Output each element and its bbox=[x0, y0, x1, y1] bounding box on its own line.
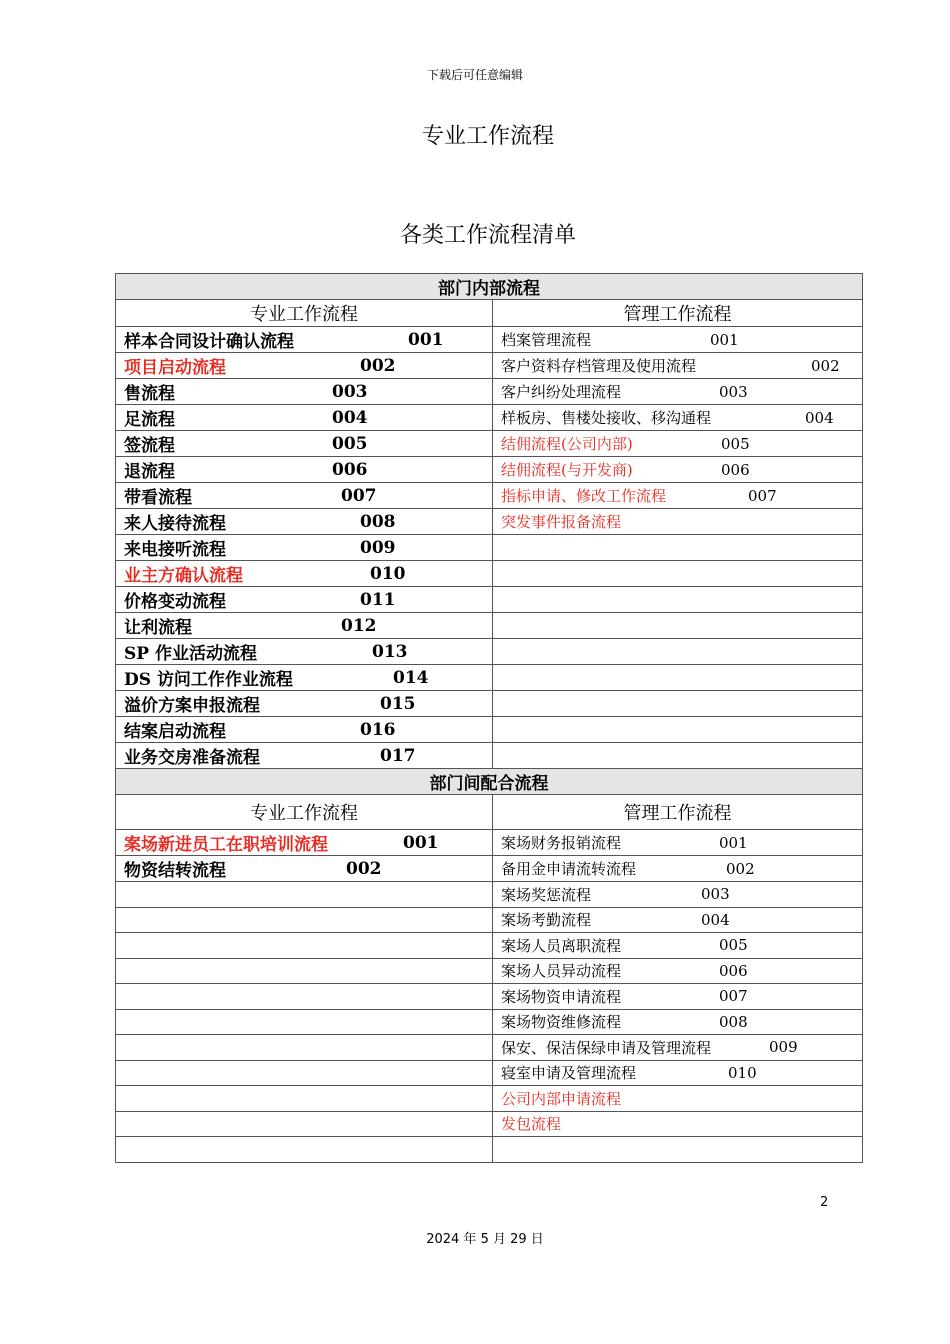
section-header-internal bbox=[116, 274, 863, 300]
flow-number: 012 bbox=[341, 615, 377, 636]
management-flow-cell bbox=[493, 907, 863, 933]
professional-flow-cell bbox=[116, 984, 493, 1010]
professional-flow-cell bbox=[116, 613, 493, 639]
flow-number: 007 bbox=[341, 485, 377, 506]
table-row bbox=[116, 1137, 863, 1163]
flow-name: 来人接待流程 bbox=[124, 514, 226, 534]
table-row bbox=[116, 1060, 863, 1086]
flow-name: 案场物资申请流程 bbox=[501, 987, 622, 1006]
table-row bbox=[116, 1009, 863, 1035]
professional-flow-cell bbox=[116, 561, 493, 587]
flow-name: 来电接听流程 bbox=[124, 540, 226, 560]
table-row bbox=[116, 431, 863, 457]
flow-name: 突发事件报备流程 bbox=[501, 513, 622, 531]
management-flow-cell bbox=[493, 587, 863, 613]
flow-number: 001 bbox=[408, 329, 444, 350]
table-row bbox=[116, 984, 863, 1010]
table-row bbox=[116, 665, 863, 691]
table-row bbox=[116, 327, 863, 353]
management-flow-cell bbox=[493, 509, 863, 535]
flow-number: 001 bbox=[719, 833, 748, 852]
flow-name: 案场奖惩流程 bbox=[501, 885, 592, 904]
flow-number: 011 bbox=[360, 589, 396, 610]
professional-flow-cell bbox=[116, 1086, 493, 1112]
flow-number: 001 bbox=[403, 832, 439, 853]
flow-name: 案场人员离职流程 bbox=[501, 936, 622, 955]
flow-name: 案场考勤流程 bbox=[501, 911, 592, 930]
flow-name: 足流程 bbox=[124, 410, 175, 430]
flow-number: 009 bbox=[769, 1038, 798, 1057]
flow-name: 业务交房准备流程 bbox=[124, 748, 260, 768]
management-flow-cell bbox=[493, 1137, 863, 1163]
flow-number: 008 bbox=[719, 1012, 748, 1031]
section-title: 部门间配合流程 bbox=[116, 769, 863, 795]
flow-number: 002 bbox=[360, 355, 396, 376]
professional-flow-cell bbox=[116, 1111, 493, 1137]
flow-name: 结佣流程(与开发商) bbox=[501, 461, 633, 479]
footer-date: 2024 年 5 月 29 日 bbox=[426, 1232, 544, 1247]
header-note: 下载后可任意编辑 bbox=[426, 68, 523, 82]
professional-flow-cell bbox=[116, 958, 493, 984]
professional-flow-cell bbox=[116, 907, 493, 933]
professional-flow-cell bbox=[116, 856, 493, 882]
table-row bbox=[116, 1035, 863, 1061]
professional-flow-cell bbox=[116, 457, 493, 483]
professional-flow-cell bbox=[116, 509, 493, 535]
table-row bbox=[116, 717, 863, 743]
professional-flow-cell bbox=[116, 743, 493, 769]
professional-flow-cell bbox=[116, 1137, 493, 1163]
flow-number: 016 bbox=[360, 719, 396, 740]
flow-number: 017 bbox=[380, 745, 416, 766]
flow-number: 002 bbox=[811, 356, 840, 375]
professional-flow-cell bbox=[116, 587, 493, 613]
flow-number: 003 bbox=[701, 885, 730, 904]
flow-number: 005 bbox=[719, 936, 748, 955]
management-flow-cell bbox=[493, 353, 863, 379]
flow-number: 007 bbox=[719, 987, 748, 1006]
management-flow-cell bbox=[493, 639, 863, 665]
flow-number: 010 bbox=[370, 563, 406, 584]
management-flow-cell bbox=[493, 457, 863, 483]
professional-flow-cell bbox=[116, 933, 493, 959]
flow-name: 带看流程 bbox=[124, 488, 192, 508]
management-flow-cell bbox=[493, 958, 863, 984]
table-row bbox=[116, 405, 863, 431]
professional-flow-cell bbox=[116, 717, 493, 743]
flow-name: 溢价方案申报流程 bbox=[124, 696, 260, 716]
management-flow-cell bbox=[493, 613, 863, 639]
list-title: 各类工作流程清单 bbox=[399, 223, 576, 248]
management-flow-cell bbox=[493, 882, 863, 908]
table-row bbox=[116, 1086, 863, 1112]
management-flow-cell bbox=[493, 483, 863, 509]
professional-flow-cell bbox=[116, 1060, 493, 1086]
management-flow-cell bbox=[493, 691, 863, 717]
flow-name: 保安、保洁保绿申请及管理流程 bbox=[501, 1038, 712, 1057]
flow-number: 005 bbox=[332, 433, 368, 454]
column-header-management: 管理工作流程 bbox=[493, 300, 863, 327]
section-header-cross bbox=[116, 769, 863, 795]
management-flow-cell bbox=[493, 830, 863, 856]
table-row bbox=[116, 561, 863, 587]
flow-number: 006 bbox=[719, 961, 748, 980]
professional-flow-cell bbox=[116, 535, 493, 561]
flow-number: 003 bbox=[332, 381, 368, 402]
professional-flow-cell bbox=[116, 639, 493, 665]
flow-name: 档案管理流程 bbox=[501, 331, 592, 349]
table-row bbox=[116, 743, 863, 769]
flow-name: 案场新进员工在职培训流程 bbox=[124, 835, 328, 855]
professional-flow-cell bbox=[116, 483, 493, 509]
flow-name: 结案启动流程 bbox=[124, 722, 226, 742]
management-flow-cell bbox=[493, 856, 863, 882]
management-flow-cell bbox=[493, 1009, 863, 1035]
flow-name: 公司内部申请流程 bbox=[501, 1089, 622, 1108]
table-row bbox=[116, 509, 863, 535]
management-flow-cell bbox=[493, 1035, 863, 1061]
flow-name: 案场物资维修流程 bbox=[501, 1013, 622, 1032]
flow-number: 008 bbox=[360, 511, 396, 532]
flow-name: 售流程 bbox=[124, 384, 175, 404]
management-flow-cell bbox=[493, 405, 863, 431]
flow-number: 009 bbox=[360, 537, 396, 558]
management-flow-cell bbox=[493, 561, 863, 587]
professional-flow-cell bbox=[116, 431, 493, 457]
flow-name: 样本合同设计确认流程 bbox=[124, 332, 294, 352]
professional-flow-cell bbox=[116, 1035, 493, 1061]
flow-number: 006 bbox=[332, 459, 368, 480]
flow-number: 004 bbox=[805, 408, 834, 427]
flow-name: SP 作业活动流程 bbox=[124, 644, 257, 664]
flow-name: 价格变动流程 bbox=[124, 592, 226, 612]
column-header-row bbox=[116, 795, 863, 830]
flow-name: 寝室申请及管理流程 bbox=[501, 1064, 637, 1083]
flow-number: 015 bbox=[380, 693, 416, 714]
management-flow-cell bbox=[493, 1086, 863, 1112]
professional-flow-cell bbox=[116, 665, 493, 691]
table-row bbox=[116, 1111, 863, 1137]
flow-name: 备用金申请流转流程 bbox=[501, 860, 637, 878]
management-flow-cell bbox=[493, 1060, 863, 1086]
table-row bbox=[116, 933, 863, 959]
management-flow-cell bbox=[493, 984, 863, 1010]
flow-name: 业主方确认流程 bbox=[124, 566, 243, 586]
flow-name: 客户资料存档管理及使用流程 bbox=[501, 357, 697, 375]
workflow-table bbox=[115, 273, 863, 1163]
flow-name: 样板房、售楼处接收、移沟通程 bbox=[501, 409, 712, 427]
flow-name: 案场人员异动流程 bbox=[501, 962, 622, 981]
flow-number: 004 bbox=[332, 407, 368, 428]
professional-flow-cell bbox=[116, 691, 493, 717]
column-header-professional: 专业工作流程 bbox=[116, 795, 493, 830]
flow-number: 004 bbox=[701, 910, 730, 929]
flow-name: 项目启动流程 bbox=[124, 358, 226, 378]
flow-number: 007 bbox=[748, 486, 777, 505]
professional-flow-cell bbox=[116, 830, 493, 856]
table-row bbox=[116, 483, 863, 509]
section-title: 部门内部流程 bbox=[116, 274, 863, 300]
table-row bbox=[116, 613, 863, 639]
flow-name: 客户纠纷处理流程 bbox=[501, 383, 622, 401]
professional-flow-cell bbox=[116, 882, 493, 908]
professional-flow-cell bbox=[116, 1009, 493, 1035]
table-row bbox=[116, 457, 863, 483]
management-flow-cell bbox=[493, 717, 863, 743]
management-flow-cell bbox=[493, 1111, 863, 1137]
flow-number: 002 bbox=[726, 859, 755, 878]
flow-name: 退流程 bbox=[124, 462, 175, 482]
table-row bbox=[116, 907, 863, 933]
table-row bbox=[116, 882, 863, 908]
flow-name: 案场财务报销流程 bbox=[501, 834, 622, 852]
management-flow-cell bbox=[493, 327, 863, 353]
table-row bbox=[116, 587, 863, 613]
flow-number: 005 bbox=[721, 434, 750, 453]
table-row bbox=[116, 639, 863, 665]
table-row bbox=[116, 535, 863, 561]
table-row bbox=[116, 379, 863, 405]
page-title: 专业工作流程 bbox=[421, 124, 554, 149]
flow-name: DS 访问工作作业流程 bbox=[124, 670, 293, 690]
professional-flow-cell bbox=[116, 379, 493, 405]
management-flow-cell bbox=[493, 379, 863, 405]
table-row bbox=[116, 856, 863, 882]
column-header-professional: 专业工作流程 bbox=[116, 300, 493, 327]
flow-number: 006 bbox=[721, 460, 750, 479]
flow-name: 结佣流程(公司内部) bbox=[501, 435, 633, 453]
professional-flow-cell bbox=[116, 353, 493, 379]
professional-flow-cell bbox=[116, 405, 493, 431]
table-row bbox=[116, 830, 863, 856]
management-flow-cell bbox=[493, 535, 863, 561]
professional-flow-cell bbox=[116, 327, 493, 353]
column-header-management: 管理工作流程 bbox=[493, 795, 863, 830]
flow-number: 013 bbox=[372, 641, 408, 662]
flow-name: 物资结转流程 bbox=[124, 861, 226, 881]
management-flow-cell bbox=[493, 431, 863, 457]
table-row bbox=[116, 958, 863, 984]
column-header-row bbox=[116, 300, 863, 327]
flow-number: 003 bbox=[719, 382, 748, 401]
flow-name: 让利流程 bbox=[124, 618, 192, 638]
table-row bbox=[116, 353, 863, 379]
table-row bbox=[116, 691, 863, 717]
flow-name: 指标申请、修改工作流程 bbox=[501, 487, 667, 505]
flow-name: 签流程 bbox=[124, 436, 175, 456]
management-flow-cell bbox=[493, 665, 863, 691]
management-flow-cell bbox=[493, 743, 863, 769]
management-flow-cell bbox=[493, 933, 863, 959]
flow-number: 014 bbox=[393, 667, 429, 688]
page-number: 2 bbox=[820, 1195, 829, 1210]
flow-number: 002 bbox=[346, 858, 382, 879]
flow-number: 001 bbox=[710, 330, 739, 349]
flow-name: 发包流程 bbox=[501, 1115, 562, 1134]
flow-number: 010 bbox=[728, 1063, 757, 1082]
